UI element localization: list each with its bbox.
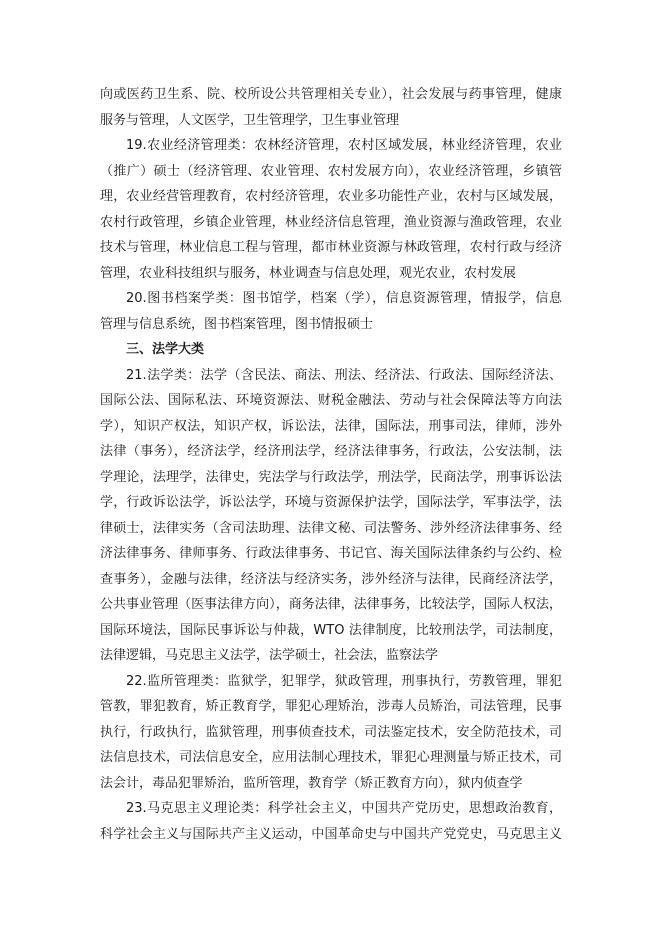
text-line: 22.监所管理类：监狱学，犯罪学，狱政管理，刑事执行，劳教管理，罪犯 [126, 673, 562, 689]
text-line: 律硕士，法律实务（含司法助理、法律文秘、司法警务、涉外经济法律事务、经 [100, 520, 562, 536]
text-line: 20.图书档案学类：图书馆学，档案（学），信息资源管理，情报学，信息 [126, 291, 562, 306]
text-line: 执行，行政执行，监狱管理，刑事侦查技术，司法鉴定技术，安全防范技术，司 [100, 724, 562, 740]
text-line: 科学社会主义与国际共产主义运动，中国革命史与中国共产党党史，马克思主义 [100, 826, 562, 842]
text-line: 19.农业经济管理类：农林经济管理，农村区域发展，林业经济管理，农业 [126, 138, 562, 153]
text-line: 学，行政诉讼法学，诉讼法学，环境与资源保护法学，国际法学，军事法学，法 [100, 495, 562, 510]
text-line: 济法律事务、律师事务、行政法律事务、书记官、海关国际法律条约与公约、检 [100, 546, 562, 561]
text-line: 国际环境法，国际民事诉讼与仲裁，WTO 法律制度，比较刑法学，司法制度， [100, 622, 562, 638]
text-line: 理，农业经营管理教育，农村经济管理，农业多功能性产业，农村与区域发展， [100, 189, 562, 204]
text-line: 管理与信息系统，图书档案管理，图书情报硕士 [100, 316, 374, 332]
text-line: 学），知识产权法，知识产权，诉讼法，法律，国际法，刑事司法，律师，涉外 [100, 418, 562, 434]
text-line: 农村行政管理，乡镇企业管理，林业经济信息管理，渔业资源与渔政管理，农业 [100, 214, 562, 230]
text-line: 法律（事务），经济法学，经济刑法学，经济法律事务，行政法，公安法制，法 [100, 444, 562, 459]
text-line: 国际公法、国际私法、环境资源法、财税金融法、劳动与社会保障法等方向法 [100, 393, 562, 408]
text-line: （推广）硕士（经济管理、农业管理、农村发展方向），农业经济管理，乡镇管 [100, 163, 562, 179]
text-line: 管理，农业科技组织与服务，林业调查与信息处理，观光农业，农村发展 [100, 265, 517, 281]
text-line: 查事务），金融与法律，经济法与经济实务，涉外经济与法律，民商经济法学， [100, 571, 562, 587]
text-line: 公共事业管理（医事法律方向），商务法律，法律事务，比较法学，国际人权法， [100, 597, 562, 612]
section-heading: 三、法学大类 [126, 342, 205, 357]
text-line: 向或医药卫生系、院、校所设公共管理相关专业），社会发展与药事管理，健康 [100, 87, 562, 102]
text-line: 法信息技术，司法信息安全，应用法制心理技术，罪犯心理测量与矫正技术，司 [100, 750, 562, 765]
text-line: 23.马克思主义理论类：科学社会主义，中国共产党历史，思想政治教育， [126, 801, 562, 816]
text-line: 学理论，法理学，法律史，宪法学与行政法学，刑法学，民商法学，刑事诉讼法 [100, 469, 562, 485]
text-line: 法会计，毒品犯罪矫治，监所管理，教育学（矫正教育方向），狱内侦查学 [100, 775, 523, 791]
text-line: 法律逻辑，马克思主义法学，法学硕士，社会法，监察法学 [100, 648, 439, 663]
text-line: 管教，罪犯教育，矫正教育学，罪犯心理矫治，涉毒人员矫治，司法管理，民事 [100, 699, 562, 714]
text-line: 21.法学类：法学（含民法、商法、刑法、经济法、行政法、国际经济法、 [126, 367, 562, 383]
text-line: 技术与管理，林业信息工程与管理，都市林业资源与林政管理，农村行政与经济 [100, 240, 562, 255]
text-line: 服务与管理，人文医学，卫生管理学，卫生事业管理 [100, 112, 400, 128]
